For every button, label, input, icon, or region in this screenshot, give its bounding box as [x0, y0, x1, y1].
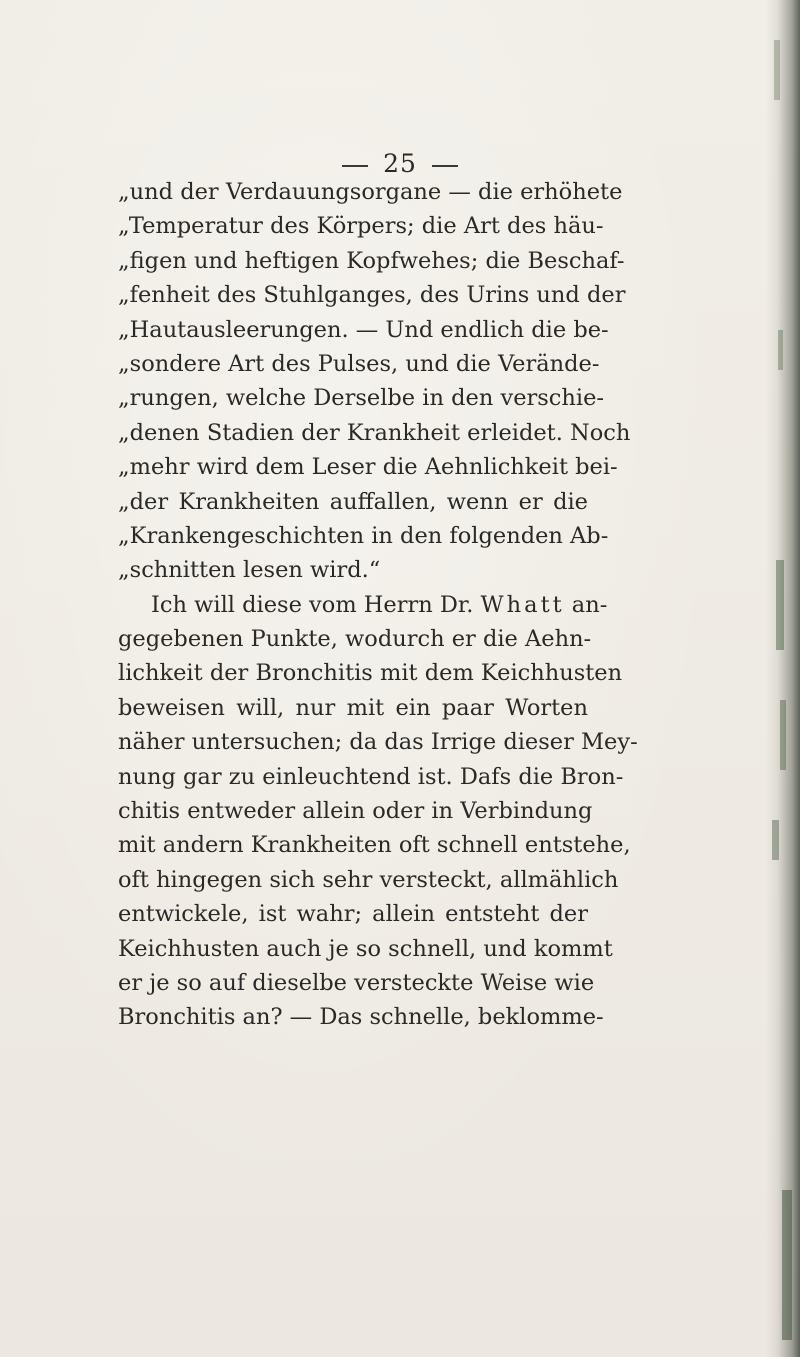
text-line: chitis entweder allein oder in Verbindung	[118, 798, 593, 825]
page-binding-shadow	[766, 0, 800, 1357]
text-line: näher untersuchen; da das Irrige dieser Mey-	[118, 729, 638, 756]
text-fragment: an-	[564, 591, 608, 618]
text-line: „rungen, welche Derselbe in den verschie-	[118, 385, 605, 412]
text-line: „denen Stadien der Krankheit erleidet. Noch	[118, 419, 631, 446]
text-line: „der Krankheiten auffallen, wenn er die	[118, 488, 588, 515]
text-line: „und der Verdauungsorgane — die erhöhete	[118, 179, 623, 205]
paragraph-first-line	[118, 588, 608, 622]
text-line: „Hautausleerungen. — Und endlich die be-	[118, 316, 609, 343]
text-line: „Krankengeschichten in den folgenden Ab-	[118, 522, 609, 549]
text-fragment: Ich will diese vom Herrn Dr.	[151, 591, 481, 618]
text-line: oft hingegen sich sehr versteckt, allmählich	[118, 866, 619, 893]
text-line: gegebenen Punkte, wodurch er die Aehn-	[118, 626, 592, 653]
text-line: nung gar zu einleuchtend ist. Dafs die Bron-	[118, 763, 624, 790]
text-line: beweisen will, nur mit ein paar Worten	[118, 694, 588, 721]
header-dash-right	[432, 165, 458, 167]
text-line: „Temperatur des Körpers; die Art des häu-	[118, 213, 604, 240]
text-line: er je so auf dieselbe versteckte Weise wie	[118, 969, 595, 996]
header-dash-left	[342, 165, 368, 167]
page-number: 25	[383, 149, 417, 178]
text-line: „sondere Art des Pulses, und die Verände-	[118, 350, 600, 377]
page-header	[0, 149, 800, 178]
text-line: entwickele, ist wahr; allein entsteht der	[118, 901, 588, 928]
text-line: „figen und heftigen Kopfwehes; die Beschaf-	[118, 247, 625, 274]
author-name: Whatt	[480, 591, 565, 618]
text-line: Keichhusten auch je so schnell, und kommt	[118, 935, 613, 962]
text-line: „schnitten lesen wird.“	[118, 557, 381, 584]
text-line: „fenheit des Stuhlganges, des Urins und der	[118, 282, 626, 309]
text-line: mit andern Krankheiten oft schnell entstehe,	[118, 832, 631, 859]
text-line: „mehr wird dem Leser die Aehnlichkeit bei-	[118, 454, 618, 481]
text-line: lichkeit der Bronchitis mit dem Keichhusten	[118, 660, 623, 687]
body-text	[118, 175, 638, 1035]
text-line: Bronchitis an? — Das schnelle, beklomme-	[118, 1004, 604, 1031]
